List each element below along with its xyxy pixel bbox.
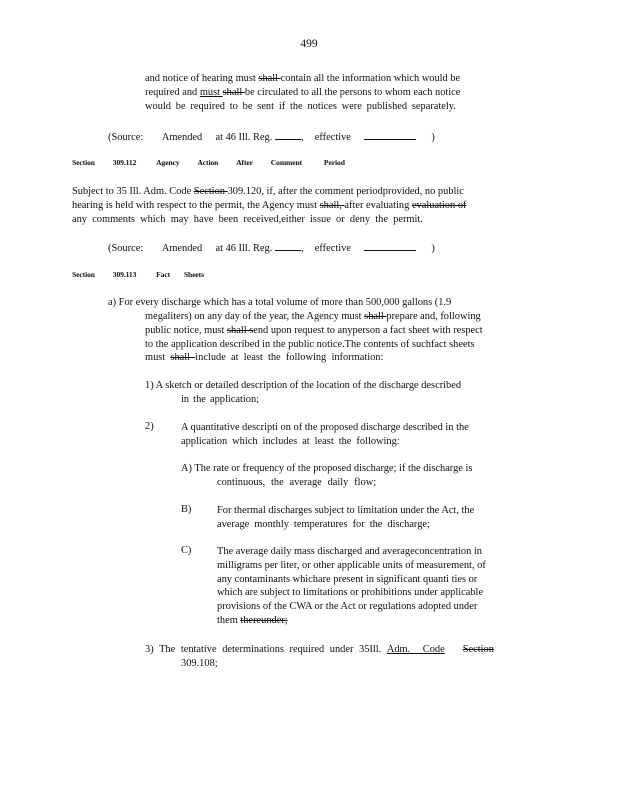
item-A-continued: [217, 476, 517, 490]
inserted-text: must: [199, 86, 223, 98]
item-B-line-1: For thermal discharges subject to limitation under the Act, the: [217, 505, 475, 516]
item-2-line-1: A quantitative descripti on of the proposed discharge described in the: [181, 422, 469, 433]
item-a-line-4: to the application described in the public notice.The contents of suchfact sheets: [145, 338, 475, 350]
strike-text: shall: [364, 311, 387, 322]
section-heading-309-112: Section 309.112 Agency Action After Comment Period: [72, 158, 345, 167]
reg-blank: [275, 130, 301, 140]
strike-text: thereunder;: [240, 614, 288, 626]
strike-text: evaluation of: [411, 199, 467, 211]
item-C-line-2: milligrams per liter, or other applicable units of measurement, of: [217, 559, 486, 571]
item-1: [145, 379, 507, 393]
item-B-label: B): [181, 504, 192, 515]
item-C-line-1: The average daily mass discharged and averageconcentration in: [217, 546, 482, 557]
inserted-text: Adm. Code: [386, 644, 445, 655]
item-2-line-2: application which includes at least the following:: [181, 435, 400, 447]
intro-paragraph: [145, 72, 506, 113]
item-2-label: 2): [145, 421, 154, 432]
item-2: [181, 421, 512, 449]
intro-line-2: required and must shall be circulated to all the persons to whom each notice: [145, 86, 461, 98]
source-note-2: (Source: Amended at 46 Ill. Reg. , effective ): [108, 243, 435, 254]
p112-line-2: hearing is held with respect to the permit, the Agency must shall, after evaluating evaluation of: [72, 199, 467, 211]
strike-text: shall s: [226, 324, 254, 336]
strike-text: shall: [170, 352, 196, 364]
item-3: [145, 643, 525, 657]
item-a: [108, 296, 526, 310]
p112-line-3: any comments which may have been received,either issue or deny the permit.: [72, 213, 423, 225]
item-C-line-6: them thereunder;: [217, 614, 288, 626]
item-C-line-3: any contaminants whichare present in significant quanti ties or: [217, 573, 478, 585]
item-B: [217, 504, 516, 532]
item-a-line-2: megaliters) on any day of the year, the Agency must shall prepare and, following: [145, 311, 481, 322]
p112-line-1: Subject to 35 Ill. Adm. Code Section 309.120, if, after the comment periodprovided, no public: [72, 186, 464, 197]
item-a-line-5: must shall include at least the following information:: [145, 352, 384, 364]
section-112-paragraph: [72, 185, 520, 226]
item-3-line-1: 3) The tentative determinations required under 35Ill. Adm. Code Section: [145, 644, 494, 655]
item-a-continued: [145, 310, 526, 365]
reg-blank: [275, 241, 301, 251]
source-note-1: (Source: Amended at 46 Ill. Reg. , effective ): [108, 132, 435, 143]
strike-text: Section: [193, 186, 228, 197]
item-3-continued: [181, 657, 281, 671]
item-A-line-2: continuous, the average daily flow;: [217, 477, 377, 488]
strike-text: Section: [462, 644, 494, 655]
item-A-line-1: A) The rate or frequency of the proposed discharge; if the discharge is: [181, 463, 473, 474]
page-number: 499: [300, 38, 318, 50]
intro-line-1: and notice of hearing must shall contain all the information which would be: [145, 73, 461, 84]
effective-blank: [364, 130, 416, 140]
strike-text: shall,: [319, 199, 345, 211]
item-a-line-3: public notice, must shall send upon request to anyperson a fact sheet with respect: [145, 324, 483, 336]
item-A: [181, 462, 520, 476]
item-C-line-4: which are subject to limitations or prohibitions under applicable: [217, 587, 484, 599]
item-1-line-1: 1) A sketch or detailed description of the location of the discharge described: [145, 380, 462, 391]
effective-blank: [364, 241, 416, 251]
item-C: [217, 545, 523, 628]
section-heading-309-113: Section 309.113 Fact Sheets: [72, 270, 204, 279]
strike-text: shall: [222, 86, 245, 98]
strike-text: shall: [258, 73, 281, 84]
item-1-line-2: in the application;: [181, 394, 260, 405]
item-C-line-5: provisions of the CWA or the Act or regulations adopted under: [217, 601, 478, 613]
item-3-line-2: 309.108;: [181, 658, 218, 669]
intro-line-3: would be required to be sent if the notices were published separately.: [145, 100, 456, 112]
item-C-label: C): [181, 545, 192, 556]
item-a-line-1: a) For every discharge which has a total volume of more than 500,000 gallons (1.9: [108, 297, 452, 308]
item-1-continued: [181, 393, 481, 407]
item-B-line-2: average monthly temperatures for the discharge;: [217, 518, 430, 530]
